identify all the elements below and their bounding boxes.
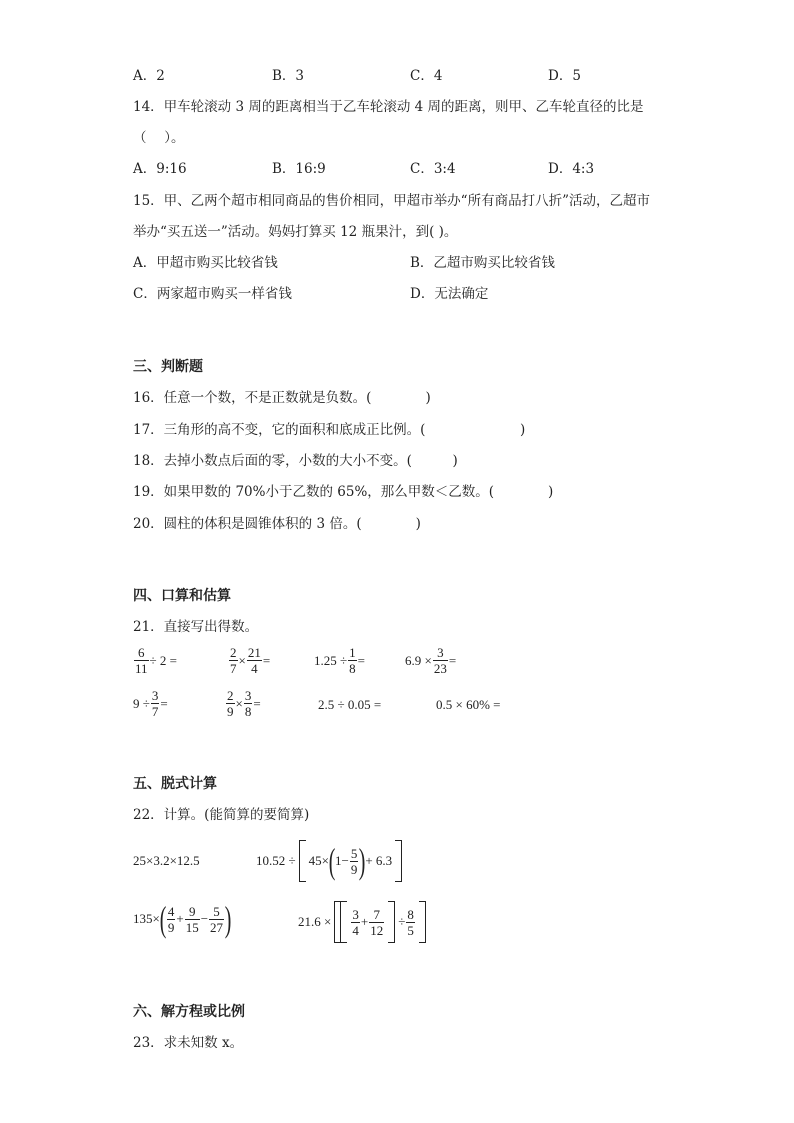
q13-option-d: D．5 xyxy=(548,68,581,84)
section4-title: 四、口算和估算 xyxy=(133,588,231,604)
q18: 18．去掉小数点后面的零，小数的大小不变。( ) xyxy=(133,453,458,469)
oral-calc-6: $\frac{2}{9}$ × $\frac{3}{8}$ = xyxy=(227,688,261,719)
oral-calc-3: 1.25 ÷ $\frac{1}{8}$ = xyxy=(314,645,365,676)
calc-expr-1: 25×3.2×12.5 xyxy=(133,853,200,869)
section5-title: 五、脱式计算 xyxy=(133,776,217,792)
oral-calc-1: $\frac{6}{11}$ ÷ 2 = xyxy=(135,645,177,676)
q15-question-line2: 举办“买五送一”活动。妈妈打算买 12 瓶果汁，到( )。 xyxy=(133,224,458,240)
q15-option-c: C．两家超市购买一样省钱 xyxy=(133,286,292,302)
q23: 23．求未知数 x。 xyxy=(133,1035,244,1051)
q15-option-a: A．甲超市购买比较省钱 xyxy=(133,255,278,271)
q13-option-b: B．3 xyxy=(272,68,305,84)
section3-title: 三、判断题 xyxy=(133,359,203,375)
q13-option-c: C．4 xyxy=(410,68,443,84)
section6-title: 六、解方程或比例 xyxy=(133,1004,245,1020)
oral-calc-2: $\frac{2}{7}$ × $\frac{21}{4}$ = xyxy=(230,645,271,676)
q14-question-line2: （ ）。 xyxy=(133,130,185,146)
oral-calc-5: 9 ÷ $\frac{3}{7}$ = xyxy=(133,688,168,719)
oral-calc-7: 2.5 ÷ 0.05 = xyxy=(318,697,382,713)
q21: 21．直接写出得数。 xyxy=(133,619,259,635)
q22: 22．计算。(能简算的要简算) xyxy=(133,807,310,823)
calc-expr-3: 135×( $\frac{4}{9}$ + $\frac{9}{15}$ − $\frac{5}{27}$ ) xyxy=(133,899,232,939)
q15-option-d: D．无法确定 xyxy=(410,286,489,302)
q14-option-b: B．16:9 xyxy=(272,161,326,177)
q14-option-c: C．3:4 xyxy=(410,161,456,177)
q14-option-d: D．4:3 xyxy=(548,161,595,177)
q20: 20．圆柱的体积是圆锥体积的 3 倍。( ) xyxy=(133,516,421,532)
q15-option-b: B．乙超市购买比较省钱 xyxy=(410,255,555,271)
q14-option-a: A．9:16 xyxy=(133,161,187,177)
q19: 19．如果甲数的 70%小于乙数的 65%，那么甲数＜乙数。( ) xyxy=(133,484,554,500)
calc-expr-2: 10.52 ÷ 45×(1− $\frac{5}{9}$ )+ 6.3 xyxy=(256,840,405,882)
q13-option-a: A．2 xyxy=(133,68,165,84)
q17: 17．三角形的高不变，它的面积和底成正比例。( ) xyxy=(133,422,526,438)
calc-expr-4: 21.6 × $\frac{3}{4}$ + $\frac{7}{12}$ ÷ $\frac{8}{5}$ xyxy=(298,901,429,943)
oral-calc-8: 0.5 × 60% = xyxy=(436,697,501,713)
q14-question-line1: 14．甲车轮滚动 3 周的距离相当于乙车轮滚动 4 周的距离，则甲、乙车轮直径的比是 xyxy=(133,99,644,115)
oral-calc-4: 6.9 × $\frac{3}{23}$ = xyxy=(405,645,457,676)
q15-question-line1: 15．甲、乙两个超市相同商品的售价相同，甲超市举办“所有商品打八折”活动，乙超市 xyxy=(133,193,650,209)
q16: 16．任意一个数，不是正数就是负数。( ) xyxy=(133,390,431,406)
